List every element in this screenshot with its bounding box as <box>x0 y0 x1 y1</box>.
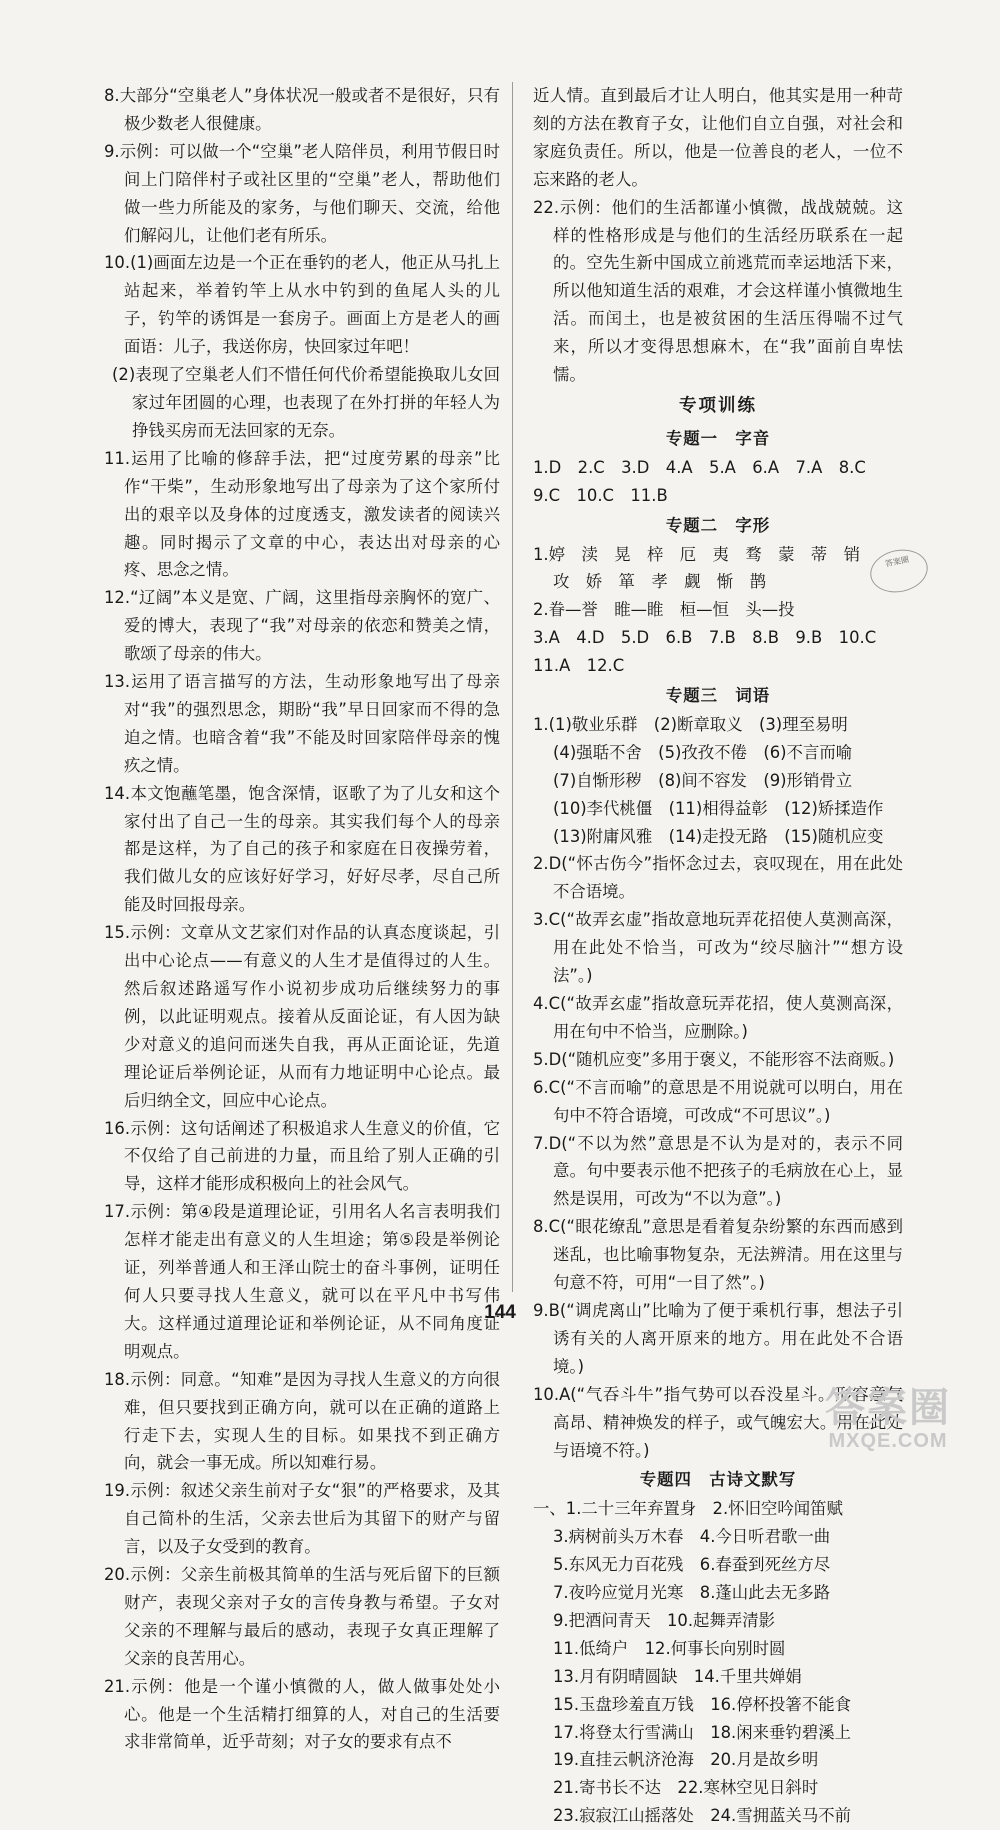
answer-item: (2)表现了空巢老人们不惜任何代价希望能换取儿女回家过年团圆的心理，也表现了在外打拼的年轻人为挣钱买房而无法回家的无奈。 <box>112 365 500 440</box>
answer-item: 8.大部分“空巢老人”身体状况一般或者不是很好，只有极少数老人很健康。 <box>104 86 500 133</box>
answer-item: 6.C(“不言而喻”的意思是不用说就可以明白，用在句中不符合语境，可改成“不可思议”。) <box>533 1077 903 1125</box>
answer-item: 7.D(“不以为然”意思是不认为是对的，表示不同意。句中要表示他不把孩子的毛病放在心上，显然是误用，可改为“不以为意”。) <box>533 1133 903 1209</box>
topic-title: 专题一 字音 <box>665 428 771 448</box>
answer-item: 9.B(“调虎离山”比喻为了便于乘机行事，想法子引诱有关的人离开原来的地方。用在此处不合语境。) <box>533 1300 903 1376</box>
answer-line: (10)李代桃僵 (11)相得益彰 (12)矫揉造作 <box>553 798 884 818</box>
answer-line: 9.把酒问青天 10.起舞弄清影 <box>553 1610 776 1630</box>
answer-line: 一、1.二十三年弃置身 2.怀旧空吟闻笛赋 <box>533 1499 843 1519</box>
topic-title: 专题三 词语 <box>665 686 771 706</box>
answer-line: 15.玉盘珍羞直万钱 16.停杯投箸不能食 <box>553 1694 851 1714</box>
stamp-mark: 答案圈 <box>866 544 931 597</box>
watermark-text: 答案圈 <box>825 1385 951 1431</box>
answer-item: 12.“辽阔”本义是宽、广阔，这里指母亲胸怀的宽广、爱的博大，表现了“我”对母亲的依恋和赞美之情，歌颂了母亲的伟大。 <box>104 588 500 664</box>
answer-line: 1.婷 渎 晃 梓 厄 夷 骛 蒙 蒂 销 <box>533 544 861 564</box>
answer-line: 1.(1)敬业乐群 (2)断章取义 (3)理至易明 <box>533 714 848 734</box>
answer-item: 19.示例：叙述父亲生前对子女“狠”的严格要求，及其自己简朴的生活，父亲去世后为其留下的财产与留言，以及子女受到的教育。 <box>104 1481 500 1557</box>
answer-line: 21.寄书长不达 22.寒林空见日斜时 <box>553 1778 819 1798</box>
answer-item: 21.示例：他是一个谨小慎微的人，做人做事处处小心。他是一个生活精打细算的人，对自己的生活要求非常简单，近乎苛刻；对子女的要求有点不 <box>104 1676 500 1752</box>
answer-item: 16.示例：这句话阐述了积极追求人生意义的价值，它不仅给了自己前进的力量，而且给了别人正确的引导，这样才能形成积极向上的社会风气。 <box>104 1118 500 1194</box>
answer-item: 3.C(“故弄玄虚”指故意地玩弄花招使人莫测高深，用在此处不恰当，可改为“绞尽脑汁”“想方设法”。) <box>533 910 903 986</box>
watermark-logo <box>798 1386 978 1453</box>
topic-title: 专题四 古诗文默写 <box>639 1470 797 1490</box>
answer-line: 2.眷—誉 睢—睢 桓—恒 头—投 <box>533 600 795 620</box>
answer-item: 2.D(“怀古伤今”指怀念过去，哀叹现在，用在此处不合语境。 <box>533 854 903 902</box>
answer-line: 1.D 2.C 3.D 4.A 5.A 6.A 7.A 8.C <box>533 457 866 477</box>
answer-line: 3.病树前头万木春 4.今日听君歌一曲 <box>553 1527 831 1547</box>
answer-line: (13)附庸风雅 (14)走投无路 (15)随机应变 <box>553 826 884 846</box>
answer-item: 17.示例：第④段是道理论证，引用名人名言表明我们怎样才能走出有意义的人生坦途；第⑤段是举例论证，列举普通人和王泽山院士的奋斗事例，证明任何人只要寻找人生意义，就可以在平凡中书写伟大。这样通过道理论证和举例论证，从不同角度证明观点。 <box>104 1202 500 1361</box>
answer-line: 17.将登太行雪满山 18.闲来垂钓碧溪上 <box>553 1722 851 1742</box>
section-title: 专项训练 <box>679 395 757 416</box>
answer-line: 11.A 12.C <box>533 656 625 676</box>
answer-item: 10.A(“气吞斗牛”指气势可以吞没星斗。形容意气高昂、精神焕发的样子，或气魄宏大。用在此处与语境不符。) <box>533 1384 903 1460</box>
right-column <box>533 82 903 1830</box>
answer-item: 5.D(“随机应变”多用于褒义，不能形容不法商贩。) <box>533 1049 895 1069</box>
answer-line: (4)强聒不舍 (5)孜孜不倦 (6)不言而喻 <box>553 742 853 762</box>
answer-line: (7)自惭形秽 (8)间不容发 (9)形销骨立 <box>553 770 853 790</box>
answer-item: 22.示例：他们的生活都谨小慎微，战战兢兢。这样的性格形成是与他们的生活经历联系在一起的。空先生新中国成立前逃荒而幸运地活下来，所以他知道生活的艰难，才会这样谨小慎微地生活。而闰土，也是被贫困的生活压得喘不过气来，所以才变得思想麻木，在“我”面前自卑怯懦。 <box>533 197 903 385</box>
answer-line: 5.东风无力百花残 6.春蚕到死丝方尽 <box>553 1555 831 1575</box>
watermark-url: MXQE.COM <box>828 1430 948 1452</box>
answer-line: 19.直挂云帆济沧海 20.月是故乡明 <box>553 1750 819 1770</box>
answer-line: 3.A 4.D 5.D 6.B 7.B 8.B 9.B 10.C <box>533 628 877 648</box>
column-divider <box>512 82 513 1292</box>
answer-line: 13.月有阴晴圆缺 14.千里共婵娟 <box>553 1666 802 1686</box>
answer-item: 9.示例：可以做一个“空巢”老人陪伴员，利用节假日时间上门陪伴村子或社区里的“空巢”老人，帮助他们做一些力所能及的家务，与他们聊天、交流，给他们解闷儿，让他们老有所乐。 <box>104 141 500 245</box>
answer-line: 9.C 10.C 11.B <box>533 485 668 505</box>
answer-item: 13.运用了语言描写的方法，生动形象地写出了母亲对“我”的强烈思念，期盼“我”早日回家而不得的急迫之情。也暗含着“我”不能及时回家陪伴母亲的愧疚之情。 <box>104 672 500 775</box>
answer-item: 14.本文饱蘸笔墨，饱含深情，讴歌了为了儿女和这个家付出了自己一生的母亲。其实我们每个人的母亲都是这样，为了自己的孩子和家庭在日夜操劳着，我们做儿女的应该好好学习，好好尽孝，尽自己所能及时回报母亲。 <box>104 783 500 915</box>
answer-item: 15.示例：文章从文艺家们对作品的认真态度谈起，引出中心论点——有意义的人生才是值得过的人生。然后叙述路遥写作小说初步成功后继续努力的事例，以此证明观点。接着从反面论证，有人因为缺少对意义的追问而迷失自我，再从正面论证，先道理论证后举例论证，从而有力地证明中心论点。最后归纳全文，回应中心论点。 <box>104 923 500 1110</box>
answer-item: 10.(1)画面左边是一个正在垂钓的老人，他正从马扎上站起来，举着钓竿上从水中钓到的鱼尾人头的儿子，钓竿的诱饵是一套房子。画面上方是老人的画面语：儿子，我送你房，快回家过年吧！ <box>104 253 500 357</box>
page-number: 144 <box>484 1302 516 1323</box>
answer-item: 20.示例：父亲生前极其简单的生活与死后留下的巨额财产，表现父亲对子女的言传身教与希望。子女对父亲的不理解与最后的感动，表现子女真正理解了父亲的良苦用心。 <box>104 1565 500 1668</box>
answer-item: 8.C(“眼花缭乱”意思是看着复杂纷繁的东西而感到迷乱，也比喻事物复杂，无法辨清。用在这里与句意不符，可用“一目了然”。) <box>533 1217 903 1293</box>
answer-item: 18.示例：同意。“知难”是因为寻找人生意义的方向很难，但只要找到正确方向，就可以在正确的道路上行走下去，实现人生的目标。如果找不到正确方向，就会一事无成。所以知难行易。 <box>104 1369 500 1473</box>
answer-line: 23.寂寂江山摇落处 24.雪拥蓝关马不前 <box>553 1806 851 1826</box>
answer-item: 近人情。直到最后才让人明白，他其实是用一种苛刻的方法在教育子女，让他们自立自强，对社会和家庭负责任。所以，他是一位善良的老人，一位不忘来路的老人。 <box>533 86 903 189</box>
answer-line: 攻 娇 箪 孝 觑 惭 鹊 <box>553 572 767 592</box>
left-column <box>104 82 500 1756</box>
answer-line: 7.夜吟应觉月光寒 8.蓬山此去无多路 <box>553 1583 831 1603</box>
answer-item: 4.C(“故弄玄虚”指故意玩弄花招，使人莫测高深，用在句中不恰当，应删除。) <box>533 994 903 1041</box>
topic-title: 专题二 字形 <box>665 515 771 535</box>
answer-line: 11.低绮户 12.何事长向别时圆 <box>553 1638 786 1658</box>
answer-item: 11.运用了比喻的修辞手法，把“过度劳累的母亲”比作“干柴”，生动形象地写出了母亲为了这个家所付出的艰辛以及身体的过度透支，激发读者的阅读兴趣。同时揭示了文章的中心，表达出对母亲的心疼、思念之情。 <box>104 448 500 580</box>
